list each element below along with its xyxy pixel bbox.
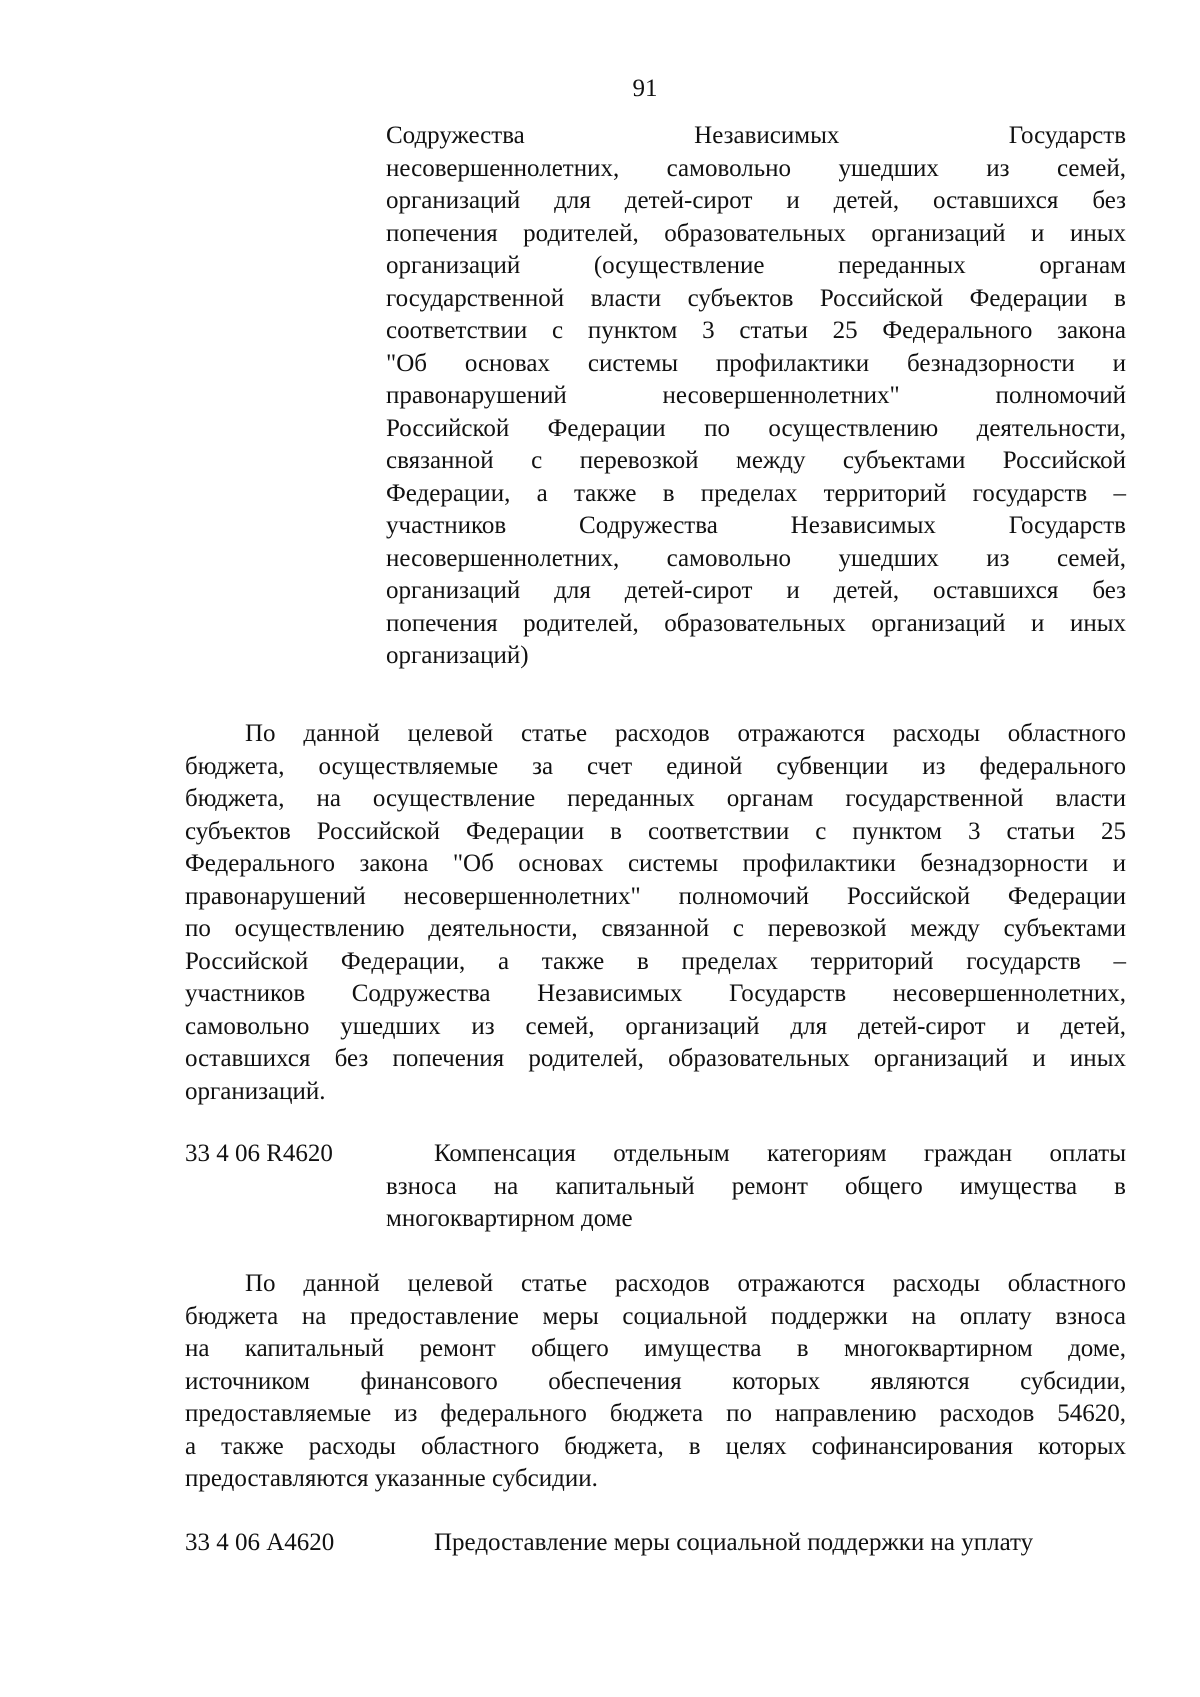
- text-line: соответствии с пунктом 3 статьи 25 Федерального закона: [386, 317, 1126, 344]
- text-line: самовольно ушедших из семей, организаций для детей-сирот и детей,: [185, 1012, 1126, 1040]
- text-line: Федерации, а также в пределах территорий государств –: [386, 479, 1126, 507]
- text-line: организаций): [386, 642, 529, 669]
- text-line: Российской Федерации по осуществлению деятельности,: [386, 414, 1126, 442]
- text-line: на капитальный ремонт общего имущества в многоквартирном доме,: [185, 1335, 1126, 1362]
- text-line: оставшихся без попечения родителей, образовательных организаций и иных: [185, 1045, 1126, 1072]
- text-line: попечения родителей, образовательных организаций и иных: [386, 219, 1126, 247]
- text-line: субъектов Российской Федерации в соответствии с пунктом 3 статьи 25: [185, 817, 1126, 845]
- text-line: государственной власти субъектов Российской Федерации в: [386, 284, 1126, 312]
- text-line: бюджета на предоставление меры социальной поддержки на оплату взноса: [185, 1302, 1126, 1330]
- text-line: несовершеннолетних, самовольно ушедших из семей,: [386, 154, 1126, 182]
- text-line: организаций для детей-сирот и детей, оставшихся без: [386, 577, 1126, 604]
- text-line: бюджета, на осуществление переданных органам государственной власти: [185, 785, 1126, 812]
- text-line: По данной целевой статье расходов отражаются расходы областного: [245, 720, 1126, 747]
- text-line: бюджета, осуществляемые за счет единой субвенции из федерального: [185, 752, 1126, 780]
- text-line: источником финансового обеспечения которых являются субсидии,: [185, 1367, 1126, 1395]
- budget-code: 33 4 06 А4620: [185, 1529, 335, 1556]
- text-line: а также расходы областного бюджета, в целях софинансирования которых: [185, 1432, 1126, 1460]
- text-line: предоставляемые из федерального бюджета по направлению расходов 54620,: [185, 1400, 1126, 1427]
- text-line: попечения родителей, образовательных организаций и иных: [386, 609, 1126, 637]
- text-line: по осуществлению деятельности, связанной с перевозкой между субъектами: [185, 915, 1126, 942]
- text-line: Предоставление меры социальной поддержки на уплату: [434, 1529, 1034, 1556]
- page-number: 91: [632, 75, 658, 102]
- text-line: правонарушений несовершеннолетних" полномочий: [386, 382, 1126, 409]
- entry-title: [386, 1527, 1126, 1560]
- text-line: многоквартирном доме: [386, 1205, 633, 1232]
- text-line: По данной целевой статье расходов отражаются расходы областного: [245, 1270, 1126, 1297]
- continuation-description: [386, 120, 1126, 673]
- paragraph: [185, 718, 1126, 1108]
- text-line: организаций (осуществление переданных органам: [386, 252, 1126, 279]
- text-line: организаций для детей-сирот и детей, оставшихся без: [386, 187, 1126, 214]
- text-line: участников Содружества Независимых Государств: [386, 512, 1126, 539]
- text-line: предоставляются указанные субсидии.: [185, 1465, 598, 1492]
- text-line: взноса на капитальный ремонт общего имущества в: [386, 1172, 1126, 1200]
- paragraph: [185, 1268, 1126, 1496]
- text-line: Содружества Независимых Государств: [386, 122, 1126, 149]
- text-line: правонарушений несовершеннолетних" полномочий Российской Федерации: [185, 882, 1126, 910]
- text-line: несовершеннолетних, самовольно ушедших из семей,: [386, 544, 1126, 572]
- entry-title: [386, 1138, 1126, 1236]
- text-line: участников Содружества Независимых Государств несовершеннолетних,: [185, 980, 1126, 1007]
- text-line: Российской Федерации, а также в пределах территорий государств –: [185, 947, 1126, 975]
- budget-code: 33 4 06 R4620: [185, 1140, 333, 1167]
- text-line: Федерального закона "Об основах системы профилактики безнадзорности и: [185, 850, 1126, 877]
- text-line: "Об основах системы профилактики безнадзорности и: [386, 349, 1126, 377]
- text-line: организаций.: [185, 1077, 326, 1105]
- text-line: Компенсация отдельным категориям граждан оплаты: [434, 1140, 1126, 1167]
- text-line: связанной с перевозкой между субъектами Российской: [386, 447, 1126, 474]
